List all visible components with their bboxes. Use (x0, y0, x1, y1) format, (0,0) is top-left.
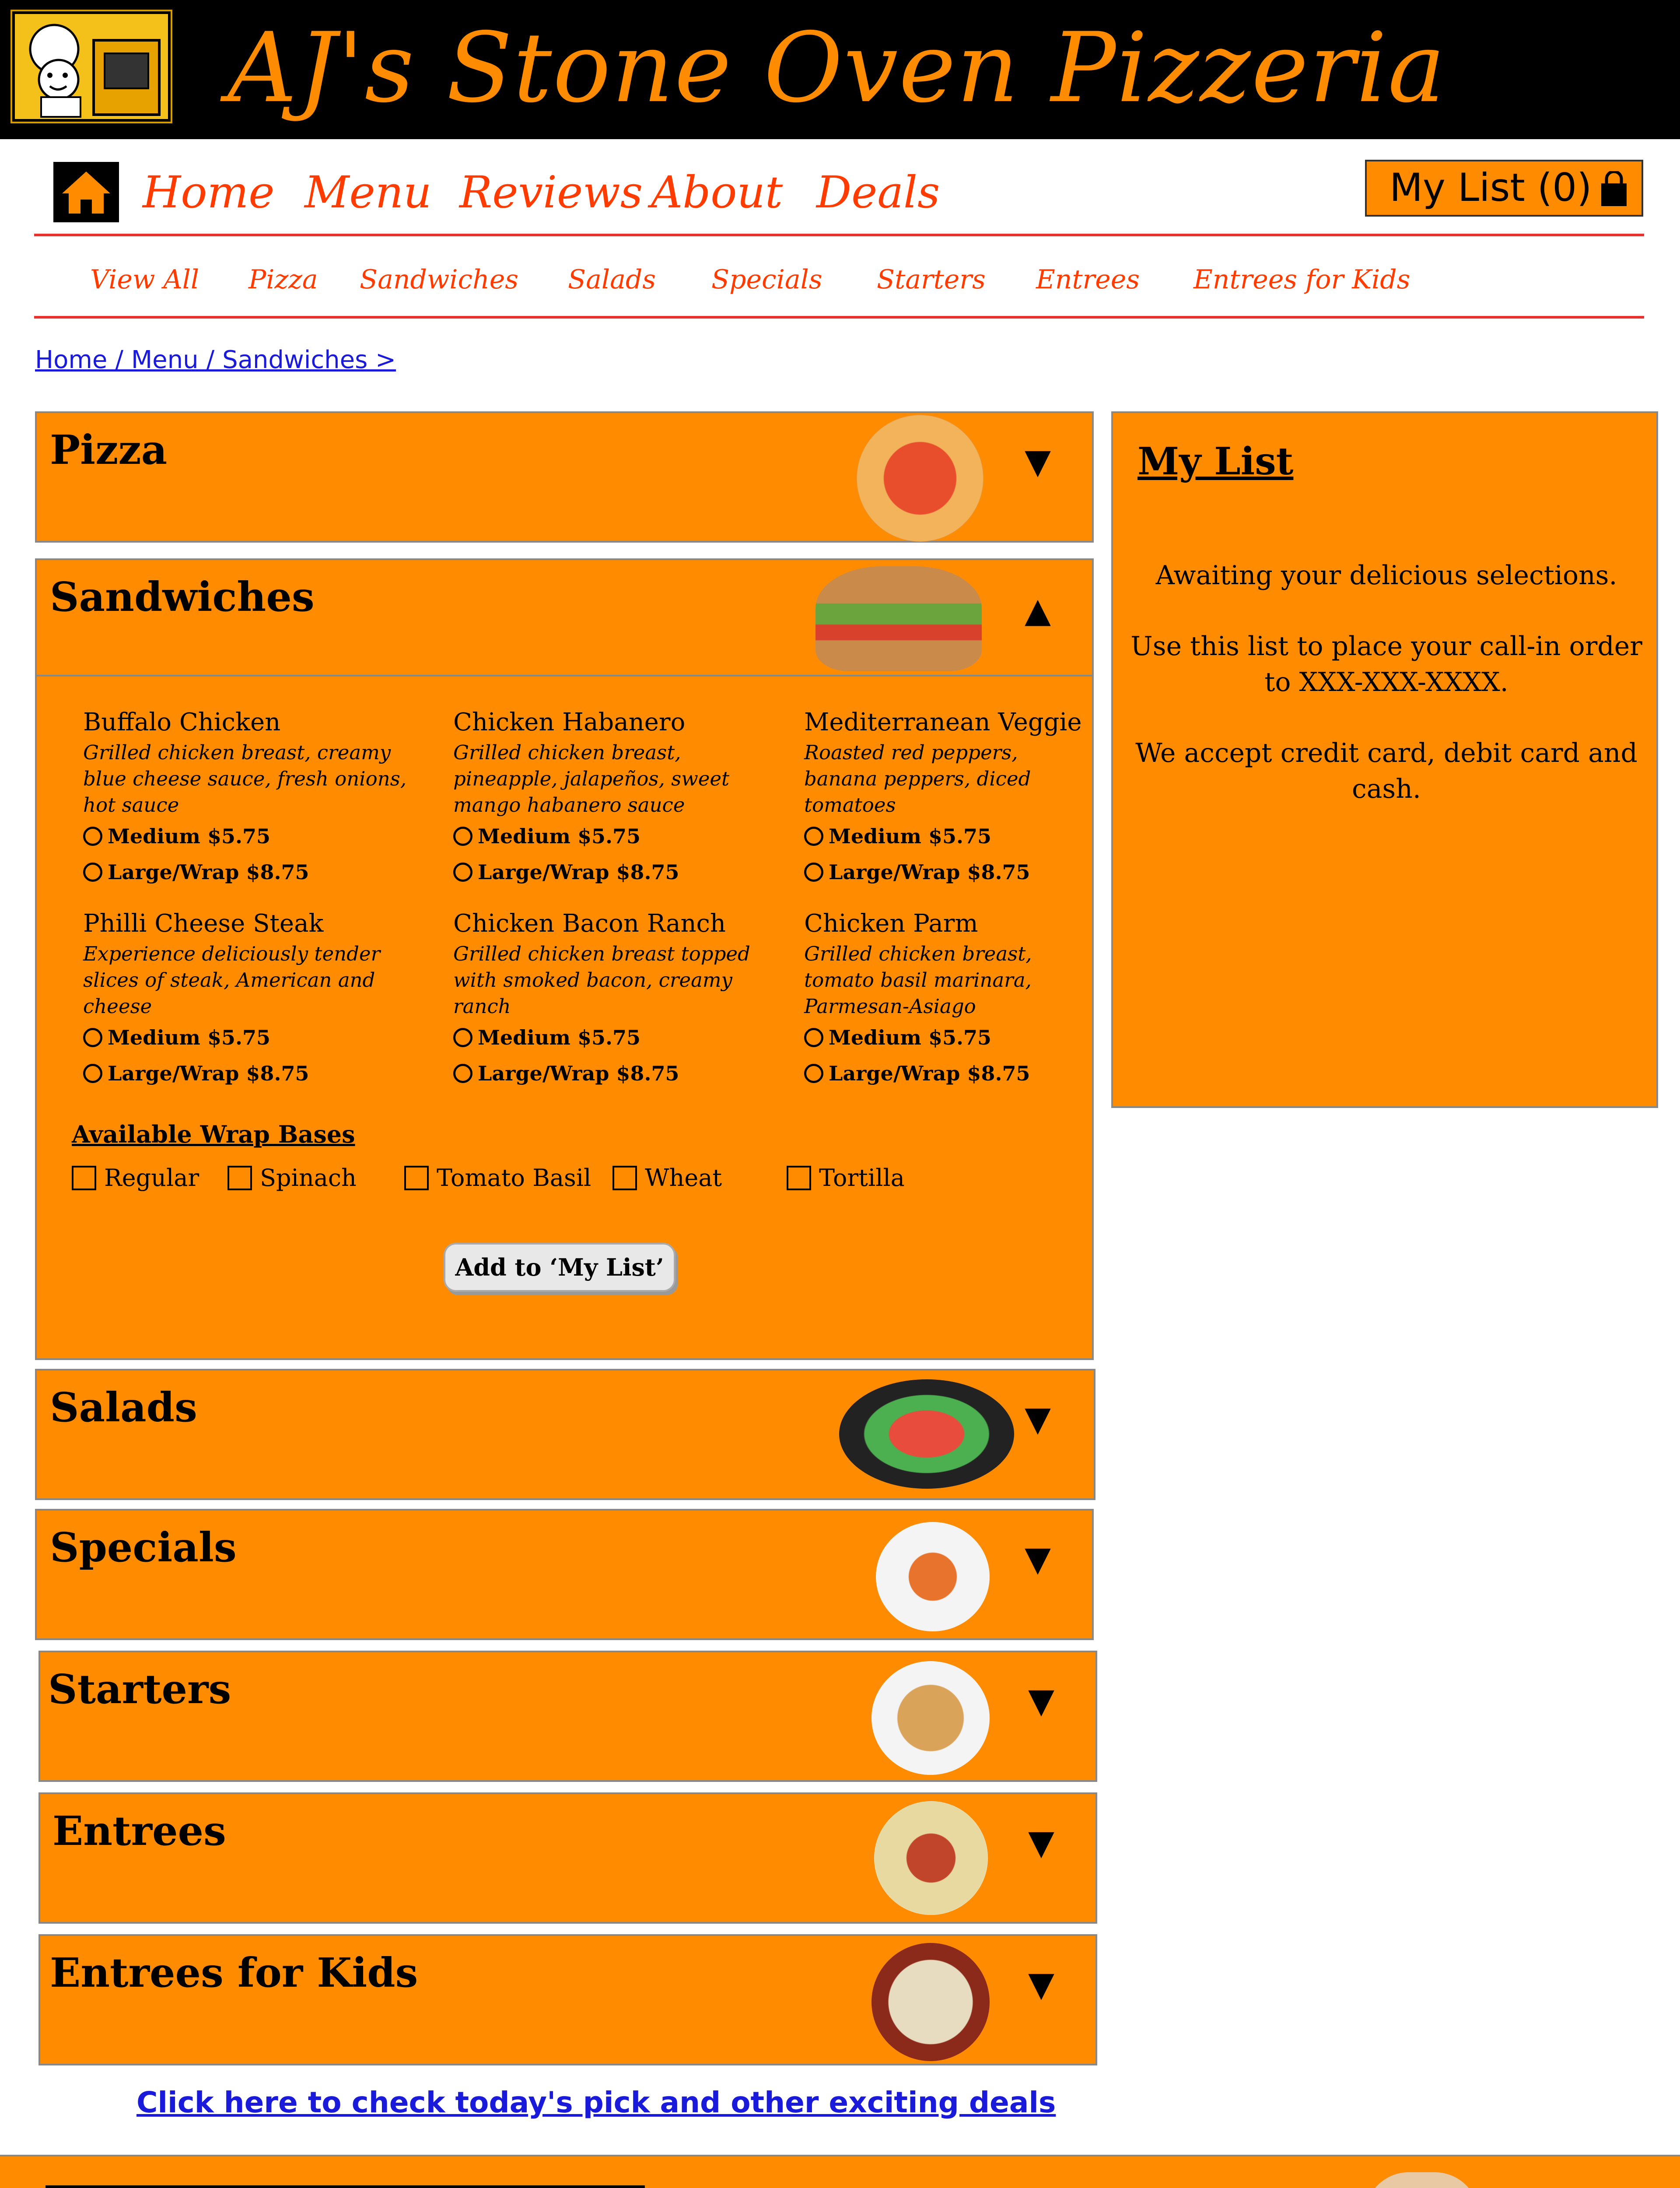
radio-button[interactable] (804, 863, 823, 882)
item-description: Grilled chicken breast, pineapple, jalapeños, sweet mango habanero sauce (453, 741, 730, 817)
option-label: Medium $5.75 (829, 824, 991, 848)
subnav-pizza[interactable]: Pizza (248, 264, 318, 295)
checkbox[interactable] (787, 1166, 811, 1190)
pizza-icon (857, 415, 984, 542)
subnav-entrees-kids[interactable]: Entrees for Kids (1194, 264, 1410, 295)
item-name: Philli Cheese Steak (83, 909, 324, 938)
menu-item (83, 908, 416, 1091)
option-medium[interactable] (83, 818, 416, 854)
radio-button[interactable] (83, 1028, 102, 1047)
category-title: Entrees for Kids (50, 1949, 418, 1996)
add-to-list-button[interactable]: Add to ‘My List’ (444, 1243, 676, 1292)
cutting-board-icon (1260, 2172, 1584, 2188)
menu-item (804, 707, 1084, 890)
nav-menu[interactable]: Menu (304, 167, 432, 218)
wrap-label: Spinach (260, 1164, 357, 1192)
lobster-plate-icon (876, 1522, 990, 1631)
subnav-sandwiches[interactable]: Sandwiches (360, 264, 519, 295)
option-medium[interactable] (804, 818, 1084, 854)
subnav-divider (34, 316, 1644, 319)
wrap-label: Tortilla (819, 1164, 905, 1192)
subnav-view-all[interactable]: View All (90, 264, 200, 295)
site-title: AJ's Stone Oven Pizzeria (228, 12, 1446, 124)
radio-button[interactable] (83, 863, 102, 882)
category-title: Pizza (50, 426, 168, 473)
option-large[interactable] (83, 854, 416, 890)
option-label: Medium $5.75 (108, 1026, 270, 1049)
radio-button[interactable] (83, 1064, 102, 1083)
my-list-button[interactable] (1365, 160, 1643, 217)
option-label: Large/Wrap $8.75 (829, 1062, 1030, 1085)
my-list-panel (1111, 411, 1658, 1108)
chevron-down-icon[interactable]: ▼ (1025, 1399, 1051, 1439)
my-list-label: My List (0) (1390, 165, 1592, 210)
category-title: Entrees (52, 1807, 226, 1855)
option-large[interactable] (453, 854, 786, 890)
category-sandwiches[interactable] (37, 560, 1092, 677)
nav-reviews[interactable]: Reviews (459, 167, 643, 218)
my-list-payment: We accept credit card, debit card and cash. (1135, 738, 1638, 804)
item-name: Chicken Parm (804, 909, 978, 938)
item-name: Chicken Bacon Ranch (453, 909, 726, 938)
option-label: Medium $5.75 (829, 1026, 991, 1049)
chevron-down-icon[interactable]: ▼ (1028, 1965, 1054, 2004)
checkbox[interactable] (228, 1166, 252, 1190)
wrap-option-tomato-basil[interactable] (404, 1164, 591, 1192)
chevron-down-icon[interactable]: ▼ (1025, 1539, 1051, 1579)
radio-button[interactable] (804, 827, 823, 846)
option-large[interactable] (83, 1055, 416, 1091)
menu-item (453, 707, 786, 890)
nav-deals[interactable]: Deals (816, 167, 940, 218)
subnav-salads[interactable]: Salads (568, 264, 656, 295)
chevron-up-icon[interactable]: ▲ (1025, 591, 1051, 630)
option-medium[interactable] (804, 1020, 1084, 1055)
nav-divider (34, 234, 1644, 236)
radio-button[interactable] (453, 863, 472, 882)
checkbox[interactable] (72, 1166, 96, 1190)
option-label: Large/Wrap $8.75 (478, 860, 679, 884)
wrap-label: Regular (104, 1164, 200, 1192)
logo-chef-icon[interactable] (12, 11, 171, 122)
option-large[interactable] (804, 1055, 1084, 1091)
salad-icon (839, 1379, 1014, 1489)
category-sandwiches-panel (35, 558, 1094, 1360)
subnav-specials[interactable]: Specials (711, 264, 822, 295)
item-description: Grilled chicken breast, tomato basil marinara, Parmesan-Asiago (804, 942, 1032, 1018)
wrap-option-tortilla[interactable] (787, 1164, 905, 1192)
shopping-bag-icon (1599, 171, 1629, 207)
chevron-down-icon[interactable]: ▼ (1025, 442, 1051, 481)
chevron-down-icon[interactable]: ▼ (1028, 1823, 1054, 1862)
category-entrees-kids[interactable] (38, 1934, 1097, 2065)
menu-item (804, 908, 1084, 1091)
item-description: Grilled chicken breast topped with smoked bacon, creamy ranch (453, 942, 750, 1018)
option-label: Large/Wrap $8.75 (478, 1062, 679, 1085)
chevron-down-icon[interactable]: ▼ (1028, 1681, 1054, 1721)
menu-item (83, 707, 416, 890)
nav-about[interactable]: About (651, 167, 783, 218)
category-title: Specials (50, 1524, 237, 1571)
category-title: Starters (48, 1666, 231, 1713)
item-name: Chicken Habanero (453, 708, 686, 736)
sandwich-icon (816, 566, 982, 671)
home-icon[interactable] (53, 162, 119, 222)
checkbox[interactable] (404, 1166, 429, 1190)
wrap-option-wheat[interactable] (612, 1164, 722, 1192)
nav-home[interactable]: Home (143, 167, 275, 218)
option-label: Medium $5.75 (108, 824, 270, 848)
category-pizza[interactable] (35, 411, 1094, 543)
option-label: Medium $5.75 (478, 1026, 640, 1049)
site-footer (0, 2155, 1680, 2188)
item-description: Experience deliciously tender slices of steak, American and cheese (83, 942, 381, 1018)
checkbox[interactable] (612, 1166, 637, 1190)
option-medium[interactable] (453, 818, 786, 854)
radio-button[interactable] (804, 1064, 823, 1083)
item-name: Mediterranean Veggie (804, 708, 1082, 736)
starters-plate-icon (872, 1661, 990, 1775)
wrap-option-spinach[interactable] (228, 1164, 357, 1192)
option-medium[interactable] (453, 1020, 786, 1055)
option-medium[interactable] (83, 1020, 416, 1055)
subnav-entrees[interactable]: Entrees (1036, 264, 1140, 295)
wrap-label: Tomato Basil (437, 1164, 592, 1192)
radio-button[interactable] (453, 1028, 472, 1047)
option-label: Large/Wrap $8.75 (829, 860, 1030, 884)
radio-button[interactable] (804, 1028, 823, 1047)
category-starters[interactable] (38, 1651, 1097, 1782)
wrap-label: Wheat (645, 1164, 722, 1192)
subnav-starters[interactable]: Starters (877, 264, 986, 295)
menu-item (453, 908, 786, 1091)
wrap-bases-title: Available Wrap Bases (72, 1120, 355, 1148)
entrees-plate-icon (874, 1801, 988, 1915)
wrap-option-regular[interactable] (72, 1164, 199, 1192)
radio-button[interactable] (453, 827, 472, 846)
my-list-empty-text: Awaiting your delicious selections. (1155, 560, 1617, 591)
option-large[interactable] (453, 1055, 786, 1091)
option-label: Large/Wrap $8.75 (108, 860, 309, 884)
option-large[interactable] (804, 854, 1084, 890)
item-name: Buffalo Chicken (83, 708, 281, 736)
category-salads[interactable] (35, 1369, 1096, 1500)
breadcrumb[interactable]: Home / Menu / Sandwiches > (35, 346, 396, 374)
category-entrees[interactable] (38, 1792, 1097, 1924)
item-description: Roasted red peppers, banana peppers, diced tomatoes (804, 741, 1031, 817)
kids-plate-icon (872, 1943, 990, 2061)
item-description: Grilled chicken breast, creamy blue cheese sauce, fresh onions, hot sauce (83, 741, 407, 817)
my-list-title: My List (1138, 439, 1294, 484)
option-label: Medium $5.75 (478, 824, 640, 848)
category-title: Sandwiches (50, 573, 315, 621)
radio-button[interactable] (453, 1064, 472, 1083)
site-header (0, 0, 1680, 139)
option-label: Large/Wrap $8.75 (108, 1062, 309, 1085)
location-map[interactable] (46, 2185, 645, 2188)
radio-button[interactable] (83, 827, 102, 846)
category-specials[interactable] (35, 1509, 1094, 1640)
category-title: Salads (50, 1384, 197, 1431)
my-list-instructions: Use this list to place your call-in order to XXX-XXX-XXXX. (1130, 631, 1642, 698)
deals-link[interactable]: Click here to check today's pick and other exciting deals (136, 2086, 1056, 2119)
